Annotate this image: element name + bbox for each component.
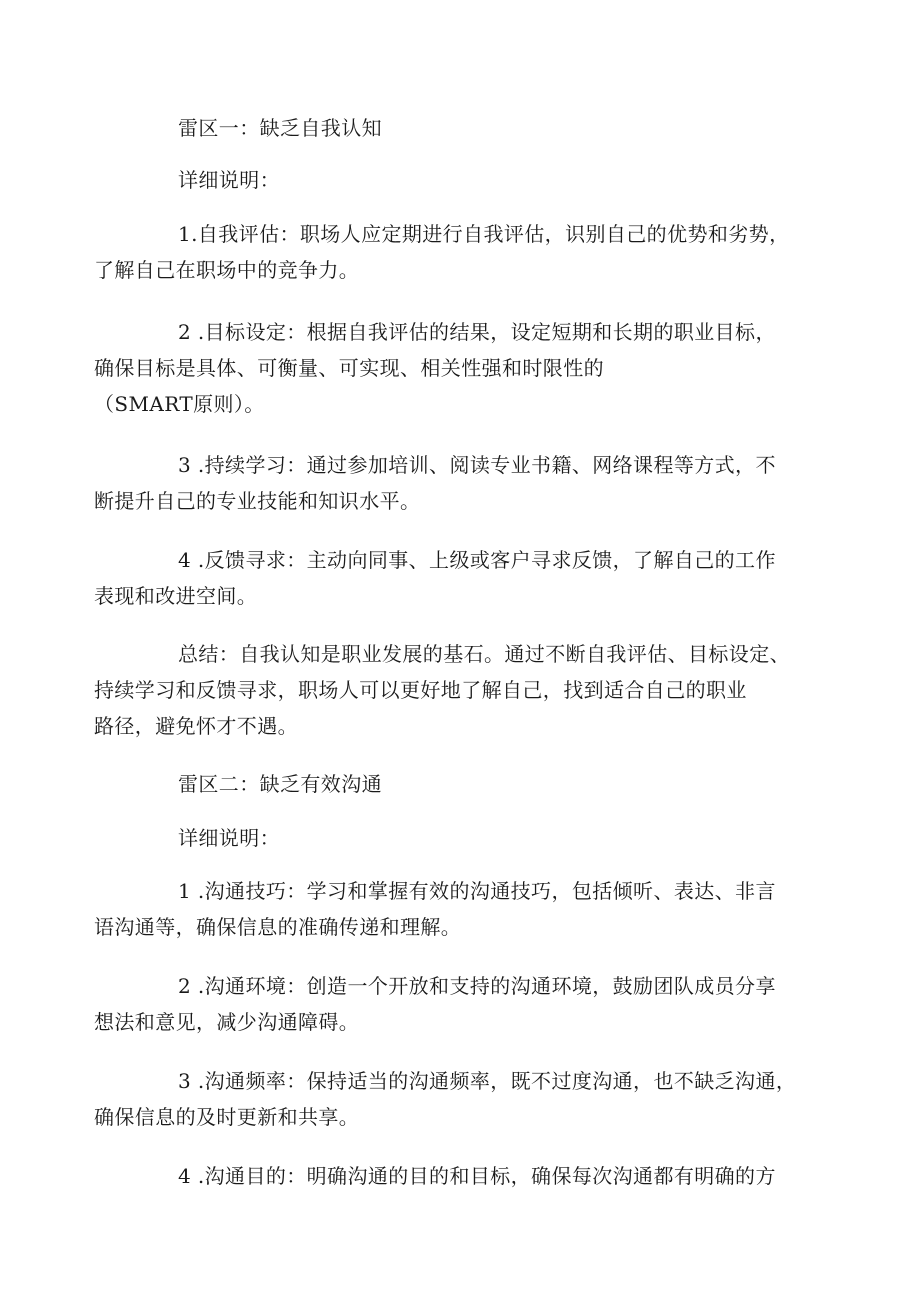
list-item-goal-setting — [94, 314, 786, 422]
section-heading-1 — [136, 110, 786, 146]
text-line: 雷区二：缺乏有效沟通 — [178, 772, 382, 796]
text-line: 1.自我评估：职场人应定期进行自我评估，识别自己的优势和劣势， — [178, 222, 790, 246]
section-heading-2 — [136, 766, 786, 802]
list-item-communication-skills — [94, 873, 786, 945]
text-line: 总结：自我认知是职业发展的基石。通过不断自我评估、目标设定、 — [178, 642, 790, 666]
text-line: 路径，避免怀才不遇。 — [94, 714, 298, 738]
text-line: 2 .沟通环境：创造一个开放和支持的沟通环境，鼓励团队成员分享 — [178, 974, 776, 998]
text-line: 1 .沟通技巧：学习和掌握有效的沟通技巧，包括倾听、表达、非言 — [178, 879, 776, 903]
list-item-feedback — [94, 542, 786, 614]
list-item-communication-environment — [94, 968, 786, 1040]
text-line: 雷区一：缺乏自我认知 — [178, 116, 382, 140]
text-line: 3 .沟通频率：保持适当的沟通频率，既不过度沟通，也不缺乏沟通， — [178, 1069, 797, 1093]
text-line: 确保目标是具体、可衡量、可实现、相关性强和时限性的 — [94, 356, 604, 380]
list-item-self-assessment — [94, 216, 790, 288]
text-line: 4 .沟通目的：明确沟通的目的和目标，确保每次沟通都有明确的方 — [178, 1164, 776, 1188]
text-line: 详细说明： — [178, 168, 280, 192]
text-line: 语沟通等，确保信息的准确传递和理解。 — [94, 915, 462, 939]
text-line: 断提升自己的专业技能和知识水平。 — [94, 489, 421, 513]
text-line: 表现和改进空间。 — [94, 584, 258, 608]
text-line: 3 .持续学习：通过参加培训、阅读专业书籍、网络课程等方式，不 — [178, 453, 776, 477]
text-line: 详细说明： — [178, 826, 280, 850]
text-line: 持续学习和反馈寻求，职场人可以更好地了解自己，找到适合自己的职业 — [94, 678, 747, 702]
details-label — [136, 162, 786, 198]
summary-paragraph — [94, 636, 790, 744]
details-label — [136, 820, 786, 856]
text-line: 想法和意见，减少沟通障碍。 — [94, 1010, 360, 1034]
text-line: 4 .反馈寻求：主动向同事、上级或客户寻求反馈，了解自己的工作 — [178, 548, 776, 572]
text-line: 了解自己在职场中的竞争力。 — [94, 258, 360, 282]
text-line: 确保信息的及时更新和共享。 — [94, 1105, 360, 1129]
text-line: 2 .目标设定：根据自我评估的结果，设定短期和长期的职业目标， — [178, 320, 776, 344]
list-item-continuous-learning — [94, 447, 786, 519]
list-item-communication-purpose — [136, 1158, 786, 1194]
text-line: （SMART原则）。 — [94, 392, 265, 416]
list-item-communication-frequency — [94, 1063, 797, 1135]
